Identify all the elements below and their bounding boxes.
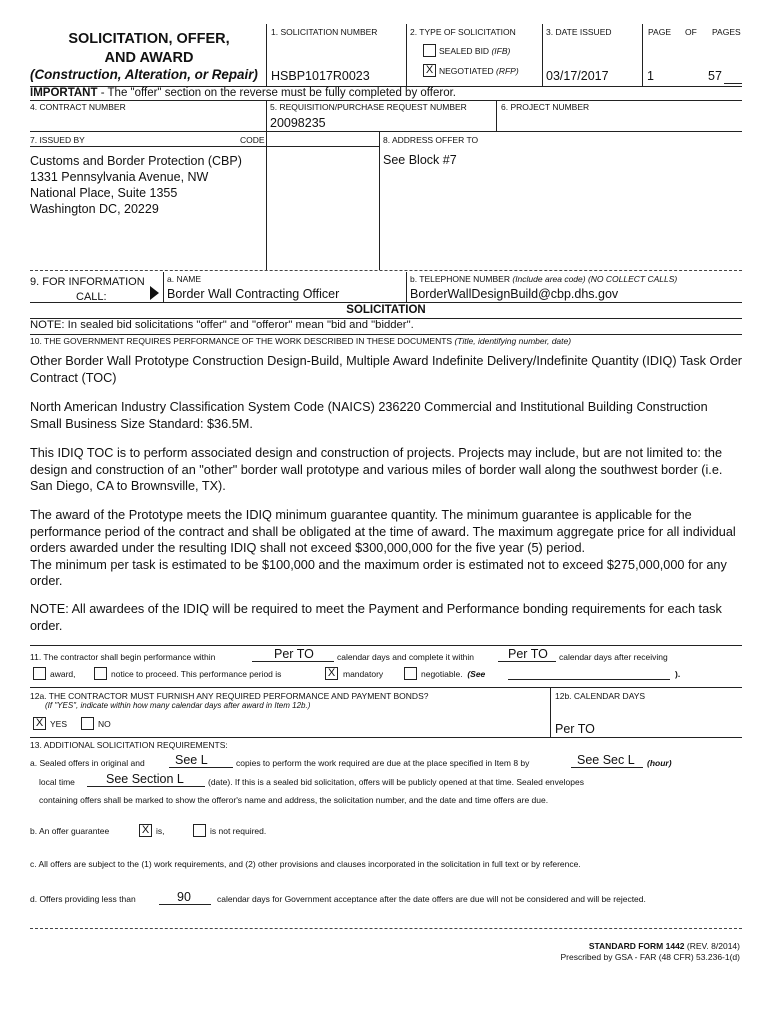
pointer-arrow-icon — [150, 286, 159, 300]
item11-text3: calendar days after receiving — [559, 652, 668, 662]
mandatory-label: mandatory — [343, 669, 384, 679]
item13-label: 13. ADDITIONAL SOLICITATION REQUIREMENTS: — [30, 740, 228, 750]
see-close-paren: ). — [675, 669, 681, 679]
solicitation-number[interactable]: HSBP1017R0023 — [271, 69, 370, 83]
notice-to-proceed-label: notice to proceed. This performance period is — [111, 669, 282, 679]
issued-by-line[interactable]: National Place, Suite 1355 — [30, 186, 178, 200]
project-number-label: 6. PROJECT NUMBER — [501, 102, 590, 112]
description-paragraph: Other Border Wall Prototype Construction Design-Build, Multiple Award Indefinite Delivery/Indefinite Quantity (IDIQ) Task Order Contract (TOC) — [30, 354, 742, 385]
item13a-text1: a. Sealed offers in original and — [30, 758, 145, 768]
item13b-text: b. An offer guarantee — [30, 826, 110, 836]
page-label: PAGE — [648, 27, 671, 37]
issued-by-line[interactable]: Customs and Border Protection (CBP) — [30, 154, 242, 168]
guarantee-not-required-checkbox[interactable] — [193, 824, 206, 837]
item10-label: 10. THE GOVERNMENT REQUIRES PERFORMANCE OF THE WORK DESCRIBED IN THESE DOCUMENTS (Title, identifying number, date) — [30, 336, 572, 346]
item13c-text: c. All offers are subject to the (1) work requirements, and (2) other provisions and clauses incorporated in the solicitation in full text or by reference. — [30, 859, 581, 869]
negotiated-label: NEGOTIATED (RFP) — [439, 66, 519, 76]
issued-by-line[interactable]: Washington DC, 20229 — [30, 202, 159, 216]
item12a-label: 12a. THE CONTRACTOR MUST FURNISH ANY REQUIRED PERFORMANCE AND PAYMENT BONDS? — [30, 691, 429, 701]
for-information-label: 9. FOR INFORMATION CALL: — [30, 276, 145, 303]
contact-name-label: a. NAME — [167, 274, 202, 284]
negotiable-label: negotiable. (See — [421, 669, 486, 679]
bonds-no-checkbox[interactable] — [81, 717, 94, 730]
form-title — [30, 30, 268, 68]
guarantee-is-checkbox[interactable]: X — [139, 824, 152, 837]
code-label: CODE — [240, 135, 265, 145]
date-issued-label: 3. DATE ISSUED — [546, 27, 612, 37]
standard-form-number: STANDARD FORM 1442 (REV. 8/2014) — [588, 941, 740, 951]
contact-email[interactable]: BorderWallDesignBuild@cbp.dhs.gov — [410, 287, 619, 301]
sealed-bid-label: SEALED BID (IFB) — [439, 46, 511, 56]
requisition-number-label: 5. REQUISITION/PURCHASE REQUEST NUMBER — [270, 102, 467, 112]
solicitation-number-label: 1. SOLICITATION NUMBER — [271, 27, 378, 37]
guarantee-is-label: is, — [156, 826, 165, 836]
description-paragraph: The award of the Prototype meets the IDIQ minimum guarantee quantity. The minimum guarantee is applicable for the performance period of the contract and shall be obligated at the time of award. The maximum aggregate price for all individual orders awarded under the resulting IDIQ shall not exceed $300,000,000 for the five year (5) period. The minimum per task is estimated to be $100,000 and the maximum order is estimated not to exceed $275,000,000 for any order. — [30, 508, 736, 588]
due-hour-value[interactable]: See Sec L — [577, 753, 635, 767]
page-count[interactable]: 57 — [708, 69, 722, 83]
notice-to-proceed-checkbox[interactable] — [94, 667, 107, 680]
address-offer-to-label: 8. ADDRESS OFFER TO — [383, 135, 479, 145]
description-paragraph: NOTE: All awardees of the IDIQ will be required to meet the Payment and Performance bonding requirements for each task order. — [30, 602, 722, 633]
pages-label: PAGES — [712, 27, 741, 37]
acceptance-days-value[interactable]: 90 — [177, 890, 191, 904]
issued-by-line[interactable]: 1331 Pennsylvania Avenue, NW — [30, 170, 209, 184]
bonds-yes-label: YES — [50, 719, 68, 729]
requisition-number[interactable]: 20098235 — [270, 116, 326, 130]
page-number[interactable]: 1 — [647, 69, 654, 83]
award-label: award, — [50, 669, 76, 679]
due-date-value[interactable]: See Section L — [106, 772, 184, 786]
prescribed-by: Prescribed by GSA - FAR (48 CFR) 53.236-1(d) — [560, 952, 740, 962]
solicitation-heading: SOLICITATION — [346, 304, 426, 316]
item13a-text3: (date). If this is a sealed bid solicitation, offers will be publicly opened at that time. Sealed envelopes — [208, 777, 584, 787]
item12b-label: 12b. CALENDAR DAYS — [555, 691, 646, 701]
type-of-solicitation-label: 2. TYPE OF SOLICITATION — [410, 27, 516, 37]
item11-text1: 11. The contractor shall begin performance within — [30, 652, 216, 662]
item13d-text1: d. Offers providing less than — [30, 894, 136, 904]
form-title-line1: SOLICITATION, OFFER, — [68, 31, 230, 47]
telephone-label: b. TELEPHONE NUMBER (Include area code) (NO COLLECT CALLS) — [410, 274, 678, 284]
form-title-line3: (Construction, Alteration, or Repair) — [30, 67, 258, 82]
of-label: OF — [685, 27, 697, 37]
sealed-bid-checkbox[interactable] — [423, 44, 436, 57]
negotiable-checkbox[interactable] — [404, 667, 417, 680]
begin-days-value[interactable]: Per TO — [274, 647, 314, 661]
copies-value[interactable]: See L — [175, 753, 208, 767]
negotiated-checkbox[interactable]: X — [423, 64, 436, 77]
item13d-text2: calendar days for Government acceptance after the date offers are due will not be considered and will be rejected. — [217, 894, 646, 904]
issued-by-address — [30, 153, 242, 217]
item12a-note: (If "YES", indicate within how many calendar days after award in Item 12b.) — [45, 701, 311, 710]
hour-label: (hour) — [647, 758, 672, 768]
bonds-no-label: NO — [98, 719, 111, 729]
description-paragraph: This IDIQ TOC is to perform associated design and construction of projects. Projects may include, but are not limited to: the design and construction of an "other" border wall prototype and various miles of border wall along the southwest border (i.e. San Diego, CA to Brownsville, TX). — [30, 446, 723, 493]
address-offer-to[interactable]: See Block #7 — [383, 153, 457, 167]
local-time-label: local time — [39, 777, 75, 787]
contact-name[interactable]: Border Wall Contracting Officer — [167, 287, 340, 301]
guarantee-not-required-label: is not required. — [210, 826, 267, 836]
item13a-text4: containing offers shall be marked to show the offeror's name and address, the solicitation number, and the date and time offers are due. — [39, 795, 549, 805]
mandatory-checkbox[interactable]: X — [325, 667, 338, 680]
item11-text2: calendar days and complete it within — [337, 652, 475, 662]
important-notice: IMPORTANT - The "offer" section on the reverse must be fully completed by offeror. — [30, 87, 456, 99]
form-title-line2: AND AWARD — [104, 50, 194, 66]
description-paragraph: North American Industry Classification System Code (NAICS) 236220 Commercial and Institutional Building Construction Small Business Size Standard: $36.5M. — [30, 400, 708, 431]
contract-number-label: 4. CONTRACT NUMBER — [30, 102, 126, 112]
complete-days-value[interactable]: Per TO — [508, 647, 548, 661]
award-checkbox[interactable] — [33, 667, 46, 680]
date-issued[interactable]: 03/17/2017 — [546, 69, 609, 83]
calendar-days-value[interactable]: Per TO — [555, 722, 595, 736]
issued-by-label: 7. ISSUED BY — [30, 135, 85, 145]
bonds-yes-checkbox[interactable]: X — [33, 717, 46, 730]
sealed-bid-note: NOTE: In sealed bid solicitations "offer" and "offeror" mean "bid and "bidder". — [30, 319, 414, 331]
item13a-text2: copies to perform the work required are due at the place specified in Item 8 by — [236, 758, 530, 768]
